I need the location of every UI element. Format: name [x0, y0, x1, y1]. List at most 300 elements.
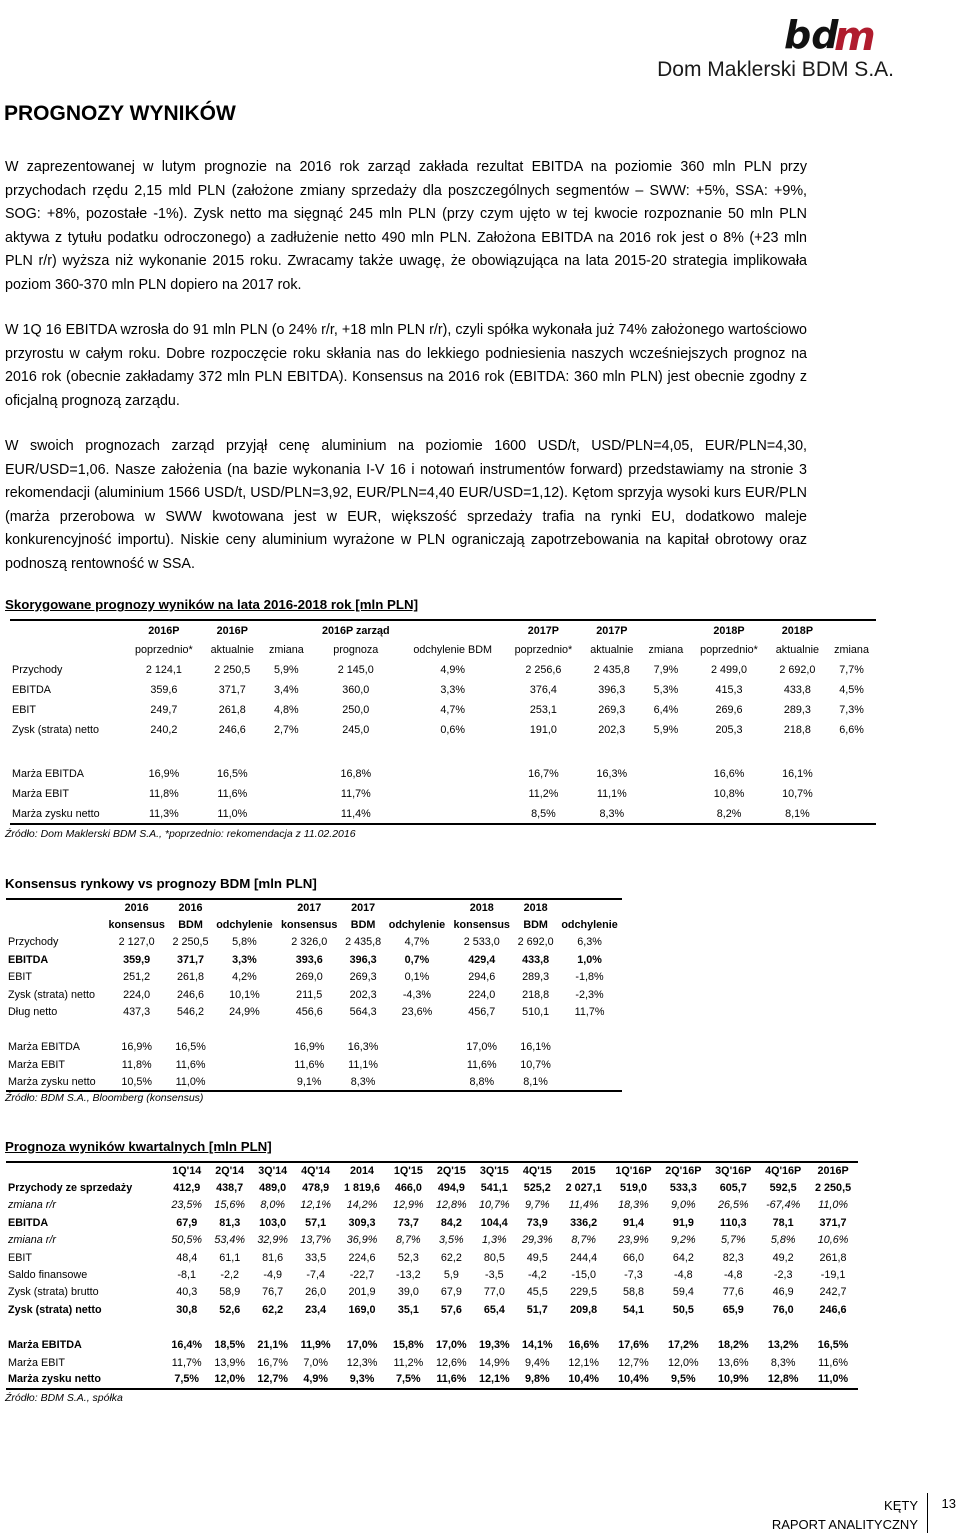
table-cell: 18,2%	[717, 1339, 749, 1352]
table-cell: 9,4%	[525, 1356, 550, 1369]
table-cell	[385, 899, 450, 916]
table-cell: 2 124,1	[145, 664, 182, 676]
margin-row	[10, 804, 876, 824]
table-cell: 14,2%	[346, 1199, 378, 1212]
margin-row	[10, 784, 876, 804]
row-label: EBIT	[12, 704, 36, 716]
table-cell: 11,7%	[574, 1006, 605, 1019]
table-cell: 13,9%	[214, 1356, 245, 1369]
table-cell: 17,2%	[668, 1339, 699, 1352]
table-cell	[212, 1056, 277, 1073]
table-cell: -7,3	[624, 1269, 643, 1282]
table-cell: 525,2	[523, 1182, 551, 1195]
table-cell: 10,4%	[568, 1373, 599, 1386]
table-cell: 371,7	[819, 1216, 847, 1229]
table-cell: 8,7%	[571, 1234, 596, 1247]
table-cell: 11,8%	[121, 1058, 152, 1071]
table-cell: 8,3%	[599, 807, 625, 820]
table-cell	[262, 804, 311, 824]
table2-title: Konsensus rynkowy vs prognozy BDM [mln PLN]	[5, 876, 317, 891]
table-cell: 7,9%	[653, 664, 679, 676]
table-cell: 61,1	[219, 1251, 241, 1264]
table-cell: 11,0%	[217, 807, 248, 820]
table-cell: BDM	[178, 919, 203, 932]
table-cell: poprzednio*	[514, 644, 573, 656]
table-cell: 17,0%	[466, 1041, 498, 1054]
table-cell: 244,4	[570, 1251, 598, 1264]
table-cell: 246,6	[218, 724, 246, 736]
table-cell: 16,5%	[216, 768, 248, 780]
table-cell: 46,9	[772, 1286, 794, 1299]
table-cell: 2014	[349, 1165, 375, 1178]
spacer-row	[10, 740, 876, 764]
table-cell: 110,3	[720, 1216, 747, 1229]
row-label: Przychody	[8, 936, 59, 949]
table-cell: 12,6%	[436, 1356, 467, 1369]
table-cell: konsensus	[281, 919, 338, 932]
table-cell: 23,9%	[618, 1234, 649, 1247]
table-cell: 52,3	[397, 1251, 419, 1264]
table-cell: aktualnie	[590, 644, 634, 656]
table-cell: -15,0	[571, 1269, 596, 1282]
table-cell: 16,7%	[257, 1356, 288, 1369]
table-cell: 2 692,0	[779, 664, 816, 676]
table-cell: 201,9	[348, 1286, 376, 1299]
table-cell: 30,8	[176, 1303, 198, 1316]
svg-text:m: m	[834, 14, 876, 56]
row-label: Marża EBITDA	[8, 1339, 82, 1352]
margin-row	[10, 764, 876, 784]
table-cell: 8,1%	[523, 1075, 548, 1088]
table-cell: 8,3%	[350, 1075, 376, 1088]
table-cell: 2 127,0	[118, 936, 155, 949]
table-row	[10, 700, 876, 720]
table-cell: konsensus	[453, 919, 510, 932]
spacer-row	[6, 1319, 858, 1337]
table-cell	[385, 1039, 450, 1056]
table-cell: 251,2	[123, 971, 151, 984]
table-cell: 19,3%	[479, 1339, 510, 1352]
table-cell: aktualnie	[775, 644, 820, 656]
table-cell: 50,5%	[171, 1234, 203, 1247]
table-cell: 1Q'15	[393, 1165, 423, 1178]
table-cell: 49,5	[526, 1251, 548, 1264]
table-cell: -2,3	[773, 1269, 793, 1282]
table-cell: 2016P	[817, 1165, 849, 1178]
table-cell: 23,6%	[401, 1006, 433, 1019]
row-label: EBIT	[8, 1251, 32, 1264]
table-cell: 2 435,8	[593, 664, 630, 676]
table-cell: -4,2	[528, 1269, 547, 1282]
table-cell: 437,3	[123, 1006, 151, 1019]
table-cell: 396,3	[349, 953, 377, 966]
table-cell: 246,6	[819, 1303, 847, 1316]
table-cell: 14,1%	[521, 1339, 553, 1352]
table-cell: 2 533,0	[463, 936, 500, 949]
table-cell: 478,9	[302, 1182, 330, 1195]
table-cell: 2 145,0	[337, 664, 374, 676]
table-cell: 8,8%	[469, 1075, 495, 1088]
table-cell: 14,9%	[479, 1356, 510, 1369]
table-cell: 2 250,5	[172, 936, 209, 949]
table-cell: -4,8	[674, 1269, 693, 1282]
table-cell: 45,5	[526, 1286, 548, 1299]
table-cell: 3Q'15	[479, 1165, 509, 1178]
table-cell: 294,6	[468, 971, 496, 984]
table-cell: -4,3%	[402, 988, 432, 1001]
table-cell	[827, 804, 876, 824]
table-cell: zmiana	[648, 644, 684, 656]
table-row	[10, 720, 876, 740]
table-cell: 11,2%	[393, 1356, 424, 1369]
table-row	[10, 660, 876, 680]
table-row	[6, 934, 622, 951]
table-cell: 29,3%	[521, 1234, 553, 1247]
table-row	[6, 1003, 622, 1020]
table-cell: 4,7%	[440, 704, 466, 716]
table-cell: 17,0%	[436, 1339, 467, 1352]
table-cell	[557, 1056, 622, 1073]
row-label: Marża zysku netto	[8, 1075, 96, 1088]
table-row	[6, 1284, 858, 1301]
margin-row	[6, 1056, 622, 1073]
table-cell: 456,7	[468, 1006, 496, 1019]
table-cell: 64,2	[672, 1251, 694, 1264]
table-cell: 564,3	[349, 1006, 377, 1019]
table-cell: 9,8%	[525, 1373, 550, 1386]
table-cell: 191,0	[529, 724, 557, 736]
table-cell: 36,9%	[346, 1234, 378, 1247]
row-label: Zysk (strata) netto	[8, 1303, 102, 1316]
table-cell: 218,8	[522, 988, 550, 1001]
spacer-row	[6, 1021, 622, 1039]
table-cell: 12,7%	[257, 1373, 288, 1386]
table-cell	[641, 764, 690, 784]
table-cell: 57,6	[440, 1303, 462, 1316]
table-cell: 4,7%	[404, 936, 430, 949]
table-cell: 11,7%	[171, 1356, 202, 1369]
table-cell	[827, 784, 876, 804]
table-cell: 261,8	[218, 704, 246, 716]
table-row	[6, 951, 622, 968]
table-cell: 12,7%	[618, 1356, 649, 1369]
table-cell: 11,6%	[466, 1058, 497, 1071]
table-cell: 82,3	[722, 1251, 744, 1264]
table-cell: 4Q'15	[522, 1165, 552, 1178]
table-cell: 84,2	[440, 1216, 462, 1229]
table-cell: 3Q'16P	[715, 1165, 752, 1178]
table-cell: 49,2	[772, 1251, 794, 1264]
table-cell: odchylenie	[216, 919, 273, 932]
table-row	[6, 969, 622, 986]
table-cell: 7,5%	[396, 1373, 421, 1386]
table-cell: 1Q'16P	[615, 1165, 652, 1178]
table-cell: 81,6	[262, 1251, 284, 1264]
table-cell: 10,1%	[229, 988, 260, 1001]
table-cell: 11,1%	[348, 1058, 378, 1071]
table-cell: 8,2%	[716, 807, 742, 820]
table-row	[6, 1197, 858, 1214]
table-cell: 67,9	[176, 1216, 198, 1229]
table-cell: 32,9%	[257, 1234, 288, 1247]
table-cell: 218,8	[783, 724, 811, 736]
table-cell: 224,6	[348, 1251, 376, 1264]
table-cell: 253,1	[529, 704, 557, 716]
table-cell: 2018	[523, 902, 548, 915]
table-cell: 10,4%	[618, 1373, 649, 1386]
table-cell: 17,0%	[346, 1339, 378, 1352]
table-row	[6, 1301, 858, 1318]
table-cell: 336,2	[570, 1216, 598, 1229]
footer-report-info	[772, 1496, 918, 1534]
table-cell	[262, 784, 311, 804]
header-row	[10, 640, 876, 660]
table-cell: 12,0%	[668, 1356, 699, 1369]
table-cell: 76,7	[262, 1286, 284, 1299]
table-cell: 11,4%	[340, 807, 371, 820]
table-cell: 245,0	[342, 724, 370, 736]
margin-row	[6, 1354, 858, 1371]
table-cell: 91,9	[672, 1216, 694, 1229]
table-cell: 2016P zarząd	[321, 624, 390, 637]
table-cell: 2 256,6	[525, 664, 562, 676]
table-cell	[262, 764, 311, 784]
row-label	[6, 916, 104, 933]
table-cell: 6,3%	[577, 936, 602, 949]
table-cell: 438,7	[216, 1182, 244, 1195]
table-cell: 5,8%	[770, 1234, 796, 1247]
row-label: Marża EBITDA	[8, 1041, 80, 1054]
table-cell: 77,0	[483, 1286, 505, 1299]
table-cell: 39,0	[397, 1286, 419, 1299]
table-cell: 546,2	[177, 1006, 205, 1019]
table-cell: 40,3	[176, 1286, 198, 1299]
table-cell: 10,7%	[520, 1058, 551, 1071]
table-cell: odchylenie	[561, 919, 618, 932]
table-cell: 289,3	[522, 971, 550, 984]
table-cell: konsensus	[108, 919, 165, 932]
table-cell: 1Q'14	[172, 1165, 202, 1178]
table-cell: 359,6	[150, 684, 178, 696]
header-row	[6, 916, 622, 933]
table1-title: Skorygowane prognozy wyników na lata 2016-2018 rok [mln PLN]	[5, 597, 419, 612]
table-cell: 371,7	[218, 684, 246, 696]
table-cell	[212, 1074, 277, 1091]
table-cell: 12,3%	[346, 1356, 378, 1369]
table-cell: 81,3	[219, 1216, 241, 1229]
table-row	[6, 1266, 858, 1283]
table-cell: 250,0	[342, 704, 370, 716]
table-cell: 80,5	[483, 1251, 505, 1264]
table-cell: 13,2%	[767, 1339, 799, 1352]
table-cell: 66,0	[622, 1251, 644, 1264]
forecast-revision-table	[10, 619, 876, 825]
table-cell: 3,3%	[232, 953, 257, 966]
table-cell: 5,7%	[720, 1234, 746, 1247]
table-cell: 2 027,1	[565, 1182, 602, 1195]
row-label: Dług netto	[8, 1006, 58, 1019]
table-cell: 7,3%	[839, 704, 864, 716]
table-cell: 4,8%	[274, 704, 299, 716]
table-cell: 10,5%	[121, 1075, 152, 1088]
table-cell: 11,0%	[818, 1373, 849, 1386]
table-cell: BDM	[350, 919, 376, 932]
paragraph-3: W swoich prognozach zarząd przyjął cenę aluminium na poziomie 1600 USD/t, USD/PLN=4,05, EUR/PLN=4,30, EUR/USD=1,06. Nasze założenia (na bazie wykonania I-V 16 i notowań instrumentów forward) przedstawiamy na stronie 3 rekomendacji (aluminium 1566 USD/t, USD/PLN=3,92, EUR/PLN=4,40 EUR/USD=1,12). Kętom sprzyja wysoki kurs EUR/PLN (marża przerobowa w SWW kwotowana jest w EUR, większość sprzedaży trafia na rynki EU, dodatkowo maleje konkurencyjność importu). Niskie ceny aluminium wyrażone w PLN ograniczają zapotrzebowania na kapitał obrotowy oraz podnoszą rentowność w SSA.	[5, 438, 807, 572]
table-cell: 456,6	[295, 1006, 323, 1019]
table-cell: 10,6%	[817, 1234, 849, 1247]
table-cell: 73,7	[397, 1216, 419, 1229]
footer-company: KĘTY	[884, 1498, 918, 1513]
table-row	[10, 680, 876, 700]
table-cell: 269,3	[598, 704, 626, 716]
table-cell: 24,9%	[229, 1006, 260, 1019]
table-cell: 11,6%	[294, 1058, 325, 1071]
table-cell: 289,3	[783, 704, 811, 716]
table-cell	[641, 620, 690, 640]
table-cell: 11,8%	[148, 788, 179, 800]
table-cell: 54,1	[622, 1303, 644, 1316]
table-cell: 246,6	[177, 988, 205, 1001]
table-cell: 376,4	[529, 684, 557, 696]
row-label	[6, 899, 104, 916]
table-cell: 67,9	[440, 1286, 462, 1299]
table1-source: Źródło: Dom Maklerski BDM S.A., *poprzednio: rekomendacja z 11.02.2016	[5, 828, 356, 840]
table-cell: 11,1%	[596, 788, 627, 800]
table-cell: 2018	[469, 902, 494, 915]
table-cell: 2017P	[527, 624, 559, 637]
row-label: zmiana r/r	[8, 1234, 56, 1247]
table-cell: 3,4%	[274, 684, 299, 696]
table-cell: -22,7	[349, 1269, 375, 1282]
table-cell: 4,9%	[440, 664, 466, 676]
table-cell: 6,4%	[653, 704, 679, 716]
table-cell: 494,9	[437, 1182, 465, 1195]
table-cell: 10,9%	[717, 1373, 749, 1386]
table-cell: 16,7%	[528, 768, 559, 780]
table3-title: Prognoza wyników kwartalnych [mln PLN]	[5, 1139, 272, 1154]
table-cell: -8,1	[177, 1269, 197, 1282]
table-cell: 9,0%	[671, 1199, 696, 1212]
table-cell: 12,1%	[479, 1373, 510, 1386]
table-cell: 2 250,5	[214, 664, 251, 676]
table-cell: 261,8	[177, 971, 205, 984]
row-label: Marża EBIT	[8, 1058, 65, 1071]
table-cell: 269,3	[349, 971, 377, 984]
table-cell: 0,7%	[404, 953, 430, 966]
table-cell: 1,0%	[577, 953, 602, 966]
table-cell: 1,3%	[482, 1234, 507, 1247]
table-cell: 50,5	[672, 1303, 694, 1316]
table-cell: 11,6%	[175, 1058, 206, 1071]
table-cell: 269,6	[715, 704, 743, 716]
table-cell: 205,3	[715, 724, 743, 736]
table-cell: 429,4	[468, 953, 496, 966]
table-cell: 52,6	[219, 1303, 241, 1316]
table-cell: 510,1	[522, 1006, 550, 1019]
table-cell: 26,0	[305, 1286, 327, 1299]
table-cell: 2018P	[713, 624, 745, 637]
row-label	[10, 620, 125, 640]
table-cell: -3,5	[485, 1269, 504, 1282]
margin-row	[6, 1337, 858, 1354]
margin-row	[6, 1371, 858, 1388]
table-cell: 11,6%	[818, 1356, 848, 1369]
table-cell: 16,1%	[520, 1041, 551, 1054]
table-cell: 229,5	[570, 1286, 598, 1299]
table-cell: 9,5%	[671, 1373, 696, 1386]
table-cell: 16,9%	[293, 1041, 325, 1054]
table-cell: 16,1%	[782, 768, 813, 780]
table-cell	[401, 620, 505, 640]
table-cell: 18,3%	[618, 1199, 649, 1212]
table-cell: 18,5%	[214, 1339, 245, 1352]
table-cell: 16,5%	[817, 1339, 849, 1352]
table-cell: 9,2%	[671, 1234, 696, 1247]
table-cell: 9,1%	[296, 1075, 322, 1088]
page-number: 13	[941, 1496, 956, 1511]
table-cell: -7,4	[306, 1269, 325, 1282]
table-cell: 3,5%	[439, 1234, 464, 1247]
table-cell: 2Q'14	[215, 1165, 245, 1178]
row-label: zmiana r/r	[8, 1199, 56, 1212]
table-cell: -67,4%	[766, 1199, 801, 1212]
table-cell: 1 819,6	[343, 1182, 381, 1195]
table-cell: 104,4	[480, 1216, 508, 1229]
table-cell: 359,9	[123, 953, 151, 966]
row-label	[10, 640, 125, 660]
table-cell: 2,7%	[274, 724, 299, 736]
row-label: EBITDA	[8, 1216, 49, 1229]
table-cell: 16,9%	[121, 1041, 152, 1054]
footer-doc-type: RAPORT ANALITYCZNY	[771, 1517, 918, 1532]
table-cell: 2Q'16P	[665, 1165, 702, 1178]
table-cell: 77,6	[722, 1286, 744, 1299]
table-cell: 7,0%	[303, 1356, 328, 1369]
table-cell: 2018P	[781, 624, 814, 637]
table-cell: -13,2	[396, 1269, 421, 1282]
table-cell	[641, 804, 690, 824]
table-cell: poprzednio*	[700, 644, 758, 656]
table-cell: 415,3	[715, 684, 743, 696]
table-cell: 2 499,0	[710, 664, 748, 676]
table-cell: 2015	[571, 1165, 596, 1178]
header-row	[6, 1162, 858, 1179]
table-cell: 17,6%	[618, 1339, 649, 1352]
table-cell: 6,6%	[839, 724, 864, 736]
row-label	[6, 1162, 165, 1179]
table-cell: 8,7%	[396, 1234, 421, 1247]
header-row	[10, 620, 876, 640]
row-label: Saldo finansowe	[8, 1269, 88, 1282]
row-label: EBITDA	[8, 953, 49, 966]
table-cell: 35,1	[397, 1303, 419, 1316]
table-cell: 11,0%	[175, 1075, 206, 1088]
table-cell: -4,9	[263, 1269, 282, 1282]
paragraph-2: W 1Q 16 EBITDA wzrosła do 91 mln PLN (o 24% r/r, +18 mln PLN r/r), czyli spółka wykonała już 74% założonego wartościowo przyrostu w całym roku. Dobre rozpoczęcie roku skłania nas do lekkiego podniesienia naszych wcześniejszych prognoz na 2016 rok (obecnie zakładamy 372 mln PLN EBITDA). Konsensus na 2016 rok (EBITDA: 360 mln PLN) jest obecnie zgodny z oficjalną prognozą zarządu.	[5, 322, 807, 409]
table-cell: 433,8	[783, 684, 811, 696]
table-row	[6, 1249, 858, 1266]
table-cell: 3Q'14	[258, 1165, 288, 1178]
table-cell: 269,0	[295, 971, 323, 984]
row-label: Przychody ze sprzedaży	[8, 1182, 133, 1195]
table2-source: Źródło: BDM S.A., Bloomberg (konsensus)	[5, 1092, 204, 1104]
table-cell: 519,0	[619, 1182, 647, 1195]
quarterly-forecast-table	[6, 1161, 858, 1390]
table-cell	[385, 1056, 450, 1073]
table-cell: 11,0%	[818, 1199, 848, 1212]
table-cell: 8,5%	[531, 807, 556, 820]
table-cell: 103,0	[259, 1216, 287, 1229]
